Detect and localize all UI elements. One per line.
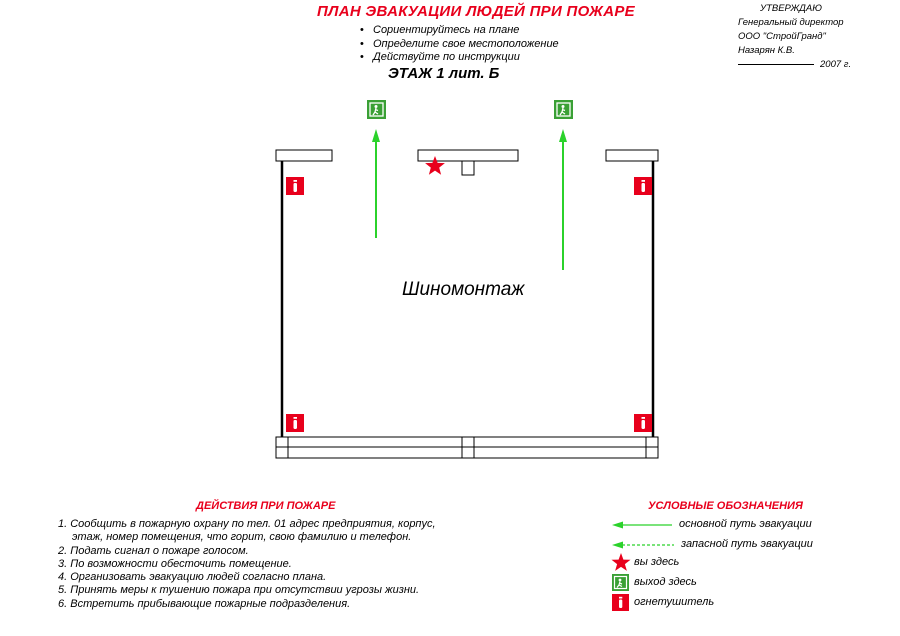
- action-item: 3. По возможности обесточить помещение.: [58, 557, 292, 570]
- instruction-item: • Сориентируйтесь на плане: [360, 24, 559, 38]
- instruction-item: • Определите свое местоположение: [360, 38, 559, 52]
- approval-year: 2007 г.: [820, 59, 852, 70]
- legend-main-route-symbol: [612, 522, 672, 529]
- approval-company: ООО "СтройГранд": [738, 31, 826, 42]
- legend-backup-route-symbol: [612, 542, 674, 549]
- approval-position: Генеральный директор: [738, 17, 844, 28]
- exit-sign-icon: [367, 100, 386, 119]
- legend-backup-route-label: запасной путь эвакуации: [681, 538, 813, 550]
- actions-heading: ДЕЙСТВИЯ ПРИ ПОЖАРЕ: [196, 500, 336, 512]
- fire-extinguisher-icon: [286, 177, 304, 195]
- wall-top-right: [606, 150, 658, 161]
- wall-top-left: [276, 150, 332, 161]
- action-item: 2. Подать сигнал о пожаре голосом.: [58, 544, 249, 557]
- evacuation-route-right: [559, 129, 567, 270]
- you-are-here-star-icon: [425, 156, 445, 175]
- legend-exit-icon: [612, 574, 629, 591]
- approval-heading: УТВЕРЖДАЮ: [760, 3, 822, 14]
- action-item: этаж, номер помещения, что горит, свою фамилию и телефон.: [72, 531, 412, 544]
- fire-extinguisher-icon: [634, 177, 652, 195]
- legend-extinguisher-icon: [612, 594, 629, 611]
- legend-main-route-label: основной путь эвакуации: [679, 518, 812, 530]
- legend-exit-label: выход здесь: [634, 576, 697, 588]
- instruction-item: • Действуйте по инструкции: [360, 51, 559, 65]
- actions-list: [58, 518, 436, 611]
- plan-title: ПЛАН ЭВАКУАЦИИ ЛЮДЕЙ ПРИ ПОЖАРЕ: [317, 3, 635, 20]
- legend-heading: УСЛОВНЫЕ ОБОЗНАЧЕНИЯ: [648, 500, 803, 512]
- legend-you-are-here-label: вы здесь: [634, 556, 680, 568]
- action-item: 1. Сообщить в пожарную охрану по тел. 01 адрес предприятия, корпус,: [58, 518, 436, 530]
- action-item: 6. Встретить прибывающие пожарные подразделения.: [58, 597, 351, 610]
- floor-label: ЭТАЖ 1 лит. Б: [388, 65, 500, 82]
- exit-sign-icon: [554, 100, 573, 119]
- action-item: 4. Организовать эвакуацию людей согласно плана.: [58, 571, 327, 584]
- room-name: Шиномонтаж: [402, 279, 525, 300]
- wall-column: [462, 161, 474, 175]
- evacuation-route-left: [372, 129, 380, 238]
- legend-extinguisher-label: огнетушитель: [634, 596, 715, 608]
- legend-star-icon: [612, 553, 631, 571]
- approval-name: Назарян К.В.: [738, 45, 795, 56]
- fire-extinguisher-icon: [634, 414, 652, 432]
- fire-extinguisher-icon: [286, 414, 304, 432]
- wall-top-center: [418, 150, 518, 161]
- action-item: 5. Принять меры к тушению пожара при отсутствии угрозы жизни.: [58, 584, 420, 597]
